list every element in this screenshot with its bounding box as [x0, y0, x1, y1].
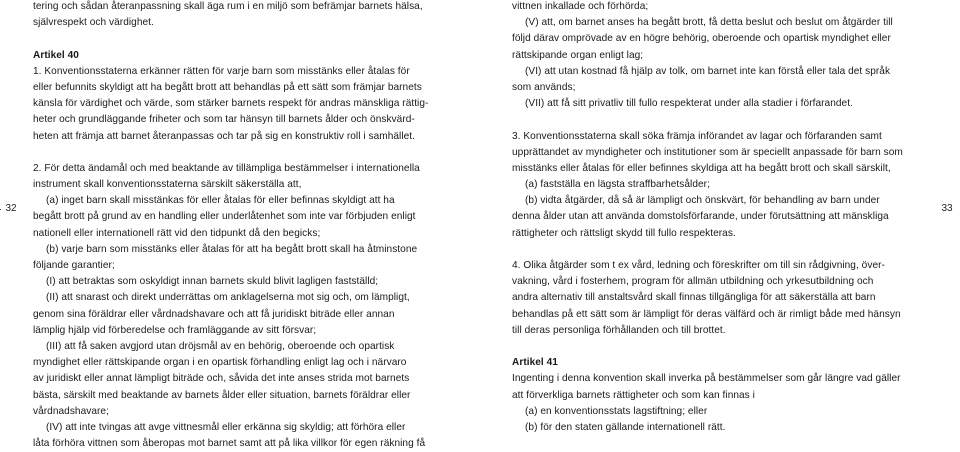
text-line: följande garantier;	[33, 260, 115, 271]
text-line: (III) att få saken avgjord utan dröjsmål av en behörig, oberoende och opartisk	[46, 340, 395, 352]
text-line: vittnen inkallade och förhörda;	[512, 1, 649, 12]
text-line: (a) inget barn skall misstänkas för eller åtalas för eller befinnas skyldigt att ha	[46, 195, 395, 207]
article-heading: Artikel 40	[33, 49, 79, 61]
text-line: genom sina föräldrar eller vårdnadshavare och att få juridiskt biträde eller annan	[33, 308, 395, 320]
text-line: att förverkliga barnets rättigheter och som kan finnas i	[512, 389, 755, 401]
text-line: (b) vidta åtgärder, då så är lämpligt och önskvärt, för behandling av barn under	[525, 195, 880, 207]
text-line: (II) att snarast och direkt underrättas om anklagelserna mot sig och, om lämpligt,	[46, 292, 410, 304]
text-line: rättskipande organ enligt lag;	[512, 49, 644, 61]
page-edge-rule-left	[0, 209, 1, 210]
text-line: eller befunnits skyldigt att ha begått brott att behandlas på ett sätt som främjar barnets	[33, 81, 422, 93]
paragraph-gap	[512, 242, 930, 258]
text-line: upprättandet av myndigheter och institutioner som är speciellt anpassade för barn som	[512, 146, 903, 158]
text-line: (VII) att få sitt privatliv till fullo respekterat under alla stadier i förfarandet.	[525, 98, 853, 110]
left-text-column	[33, 0, 458, 452]
text-line: (a) fastställa en lägsta straffbarhetsålder;	[525, 179, 710, 191]
text-line: (V) att, om barnet anses ha begått brott, få detta beslut och beslut om åtgärder till	[525, 17, 893, 29]
text-line: Ingenting i denna konvention skall inverka på bestämmelser som går längre vad gäller	[512, 373, 901, 385]
text-line: av juridiskt eller annat lämpligt biträde och, såvida det inte anses strida mot barnets	[33, 373, 410, 385]
paragraph-gap	[33, 145, 458, 161]
paragraph-gap	[33, 31, 458, 47]
text-line: (IV) att inte tvingas att avge vittnesmål eller erkänna sig skyldig; att förhöra eller	[46, 421, 406, 433]
text-line: till deras personliga förhållanden och till brottet.	[512, 324, 726, 336]
text-line: denna ålder utan att använda domstolsförfarande, under förutsättning att mänskliga	[512, 211, 889, 223]
text-line: (b) för den staten gällande internationell rätt.	[525, 421, 726, 433]
paragraph-gap	[512, 339, 930, 355]
text-line: vårdnadshavare;	[33, 405, 109, 417]
text-line: följd därav omprövade av en högre behörig, oberoende och opartisk myndighet eller	[512, 33, 891, 45]
text-line: behandlas på ett sätt som är lämpligt för deras välfärd och är rimligt både med hänsyn	[512, 308, 901, 320]
text-line: (I) att betraktas som oskyldigt innan barnets skuld blivit lagligen fastställd;	[46, 276, 379, 288]
text-line: 2. För detta ändamål och med beaktande av tillämpliga bestämmelser i internationella	[33, 162, 420, 174]
right-text-column	[512, 0, 930, 436]
text-line: 4. Olika åtgärder som t ex vård, ledning och föreskrifter om till sin rådgivning, över-	[512, 260, 885, 271]
text-line: vakning, vård i fosterhem, program för allmän utbildning och yrkesutbildning och	[512, 276, 874, 288]
text-line: 1. Konventionsstaterna erkänner rätten för varje barn som misstänks eller åtalas för	[33, 65, 410, 77]
text-line: instrument skall konventionsstaterna särskilt säkerställa att,	[33, 179, 302, 191]
text-line: som används;	[512, 81, 576, 93]
page-number-right: 33	[937, 203, 957, 215]
page-number-left: 32	[1, 203, 21, 215]
text-line: begått brott på grund av en handling eller underlåtenhet som inte var förbjuden enligt	[33, 211, 416, 223]
text-line: andra alternativ till anstaltsvård skall finnas tillgängliga för att säkerställa att barn	[512, 292, 876, 304]
text-line: känsla för värdighet och värde, som stärker barnets respekt för andras mänskliga rättig-	[33, 98, 429, 110]
text-line: låta förhöra vittnen som åberopas mot barnet samt att på lika villkor för egen räkning få	[33, 438, 426, 450]
text-line: misstänks eller åtalas för eller befinnes skyldiga att ha begått brott och skall särskilt,	[512, 162, 891, 174]
paragraph-gap	[512, 112, 930, 128]
article-heading: Artikel 41	[512, 357, 558, 369]
text-line: bästa, särskilt med beaktande av barnets ålder eller situation, barnets föräldrar eller	[33, 389, 411, 401]
text-line: (b) varje barn som misstänks eller åtalas för att ha begått brott skall ha åtminstone	[46, 243, 418, 255]
text-line: 3. Konventionsstaterna skall söka främja införandet av lagar och förfaranden samt	[512, 130, 882, 142]
text-line: självrespekt och värdighet.	[33, 17, 154, 29]
text-line: myndighet eller rättskipande organ i en opartisk förhandling enligt lag och i närvaro	[33, 357, 407, 369]
text-line: tering och sådan återanpassning skall äga rum i en miljö som befrämjar barnets hälsa,	[33, 1, 423, 12]
text-line: heten att främja att barnet återanpassas och tar på sig en konstruktiv roll i samhället.	[33, 130, 415, 142]
text-line: heter och grundläggande friheter och som tar hänsyn till barnets ålder och önskvärd-	[33, 114, 415, 126]
text-line: nationell eller internationell rätt vid den tidpunkt då den begicks;	[33, 227, 321, 239]
text-line: (a) en konventionsstats lagstiftning; eller	[525, 405, 708, 417]
text-line: rättigheter och rättsligt skydd till fullo respekteras.	[512, 227, 736, 239]
text-line: (VI) att utan kostnad få hjälp av tolk, om barnet inte kan förstå eller tala det språk	[525, 65, 891, 77]
text-line: lämplig hjälp vid förberedelse och framläggande av sitt försvar;	[33, 324, 317, 336]
